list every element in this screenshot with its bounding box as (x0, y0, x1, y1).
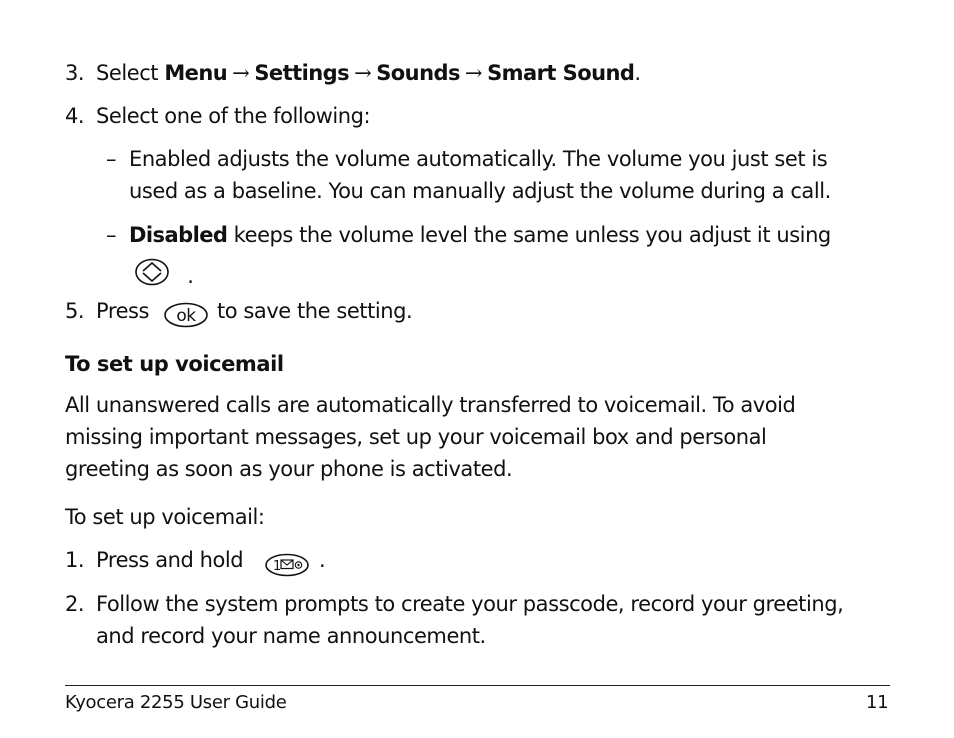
bullet-disabled: Disabled keeps the volume level the same unless you adjust it using (129, 223, 831, 247)
bullet-disabled-dash: – (106, 223, 117, 247)
voicemail-paragraph-line-3: greeting as soon as your phone is activated. (65, 457, 513, 481)
voicemail-1-key-icon (264, 552, 310, 587)
menu-path-smart-sound: Smart Sound (487, 61, 635, 85)
step-3-select-text: Select (96, 61, 159, 85)
footer-divider (65, 685, 890, 686)
arrow-right-icon: → (232, 61, 250, 85)
page-number: 11 (866, 692, 889, 713)
voicemail-paragraph-line-1: All unanswered calls are automatically transferred to voicemail. To avoid (65, 393, 796, 417)
voicemail-intro: To set up voicemail: (65, 505, 265, 529)
menu-path-settings: Settings (254, 61, 350, 85)
step-4-number: 4. (65, 104, 85, 128)
step-5-number: 5. (65, 299, 85, 323)
user-guide-page: 3. Select Menu → Settings → Sounds → Smart Sound. 4. Select one of the following: – Enabled adjusts the volume automatically. The volume you just set is used as a baseline. You can manually adjust the volume during a call. – Disabled keeps the volume level the same unless you adjust it using . 5. Press ok to save the setting. To set up voicemail All unanswered calls are automatically transferred to voicemail. To avoid missing important messages, set up your voicemail box and personal greeting as soon as your phone is activated. To set up voicemail: 1. Press and hold 1 . 2. Follow the system prompts to create your passcode, record your greeting, and record your name announcement. Kyocera 2255 User Guide 11 (0, 0, 954, 738)
menu-path-menu: Menu (164, 61, 228, 85)
voicemail-step-2-line-1: Follow the system prompts to create your passcode, record your greeting, (96, 592, 844, 616)
voicemail-step-1-number: 1. (65, 548, 85, 572)
voicemail-step-2-number: 2. (65, 592, 85, 616)
step-4-text: Select one of the following: (96, 104, 371, 128)
step-5-text: to save the setting. (217, 299, 413, 323)
bullet-enabled-line-1: Enabled adjusts the volume automatically. The volume you just set is (129, 147, 828, 171)
voicemail-paragraph-line-2: missing important messages, set up your voicemail box and personal (65, 425, 767, 449)
menu-path-sounds: Sounds (376, 61, 460, 85)
step-3-number: 3. (65, 61, 85, 85)
voicemail-key-digit: 1 (273, 559, 281, 574)
navigation-up-down-key-icon (133, 256, 171, 297)
arrow-right-icon: → (464, 61, 483, 85)
disabled-option-label: Disabled (129, 223, 228, 247)
bullet-enabled-dash: – (106, 147, 117, 171)
ok-key-label: ok (176, 306, 196, 326)
step-5-press: Press (96, 299, 150, 323)
voicemail-step-1-text: Press and hold (96, 548, 244, 572)
voicemail-step-2-line-2: and record your name announcement. (96, 624, 486, 648)
footer-title: Kyocera 2255 User Guide (65, 692, 287, 713)
arrow-right-icon: → (354, 61, 372, 85)
voicemail-heading: To set up voicemail (65, 352, 284, 376)
ok-key-icon (163, 301, 209, 338)
bullet-enabled-line-2: used as a baseline. You can manually adjust the volume during a call. (129, 179, 831, 203)
